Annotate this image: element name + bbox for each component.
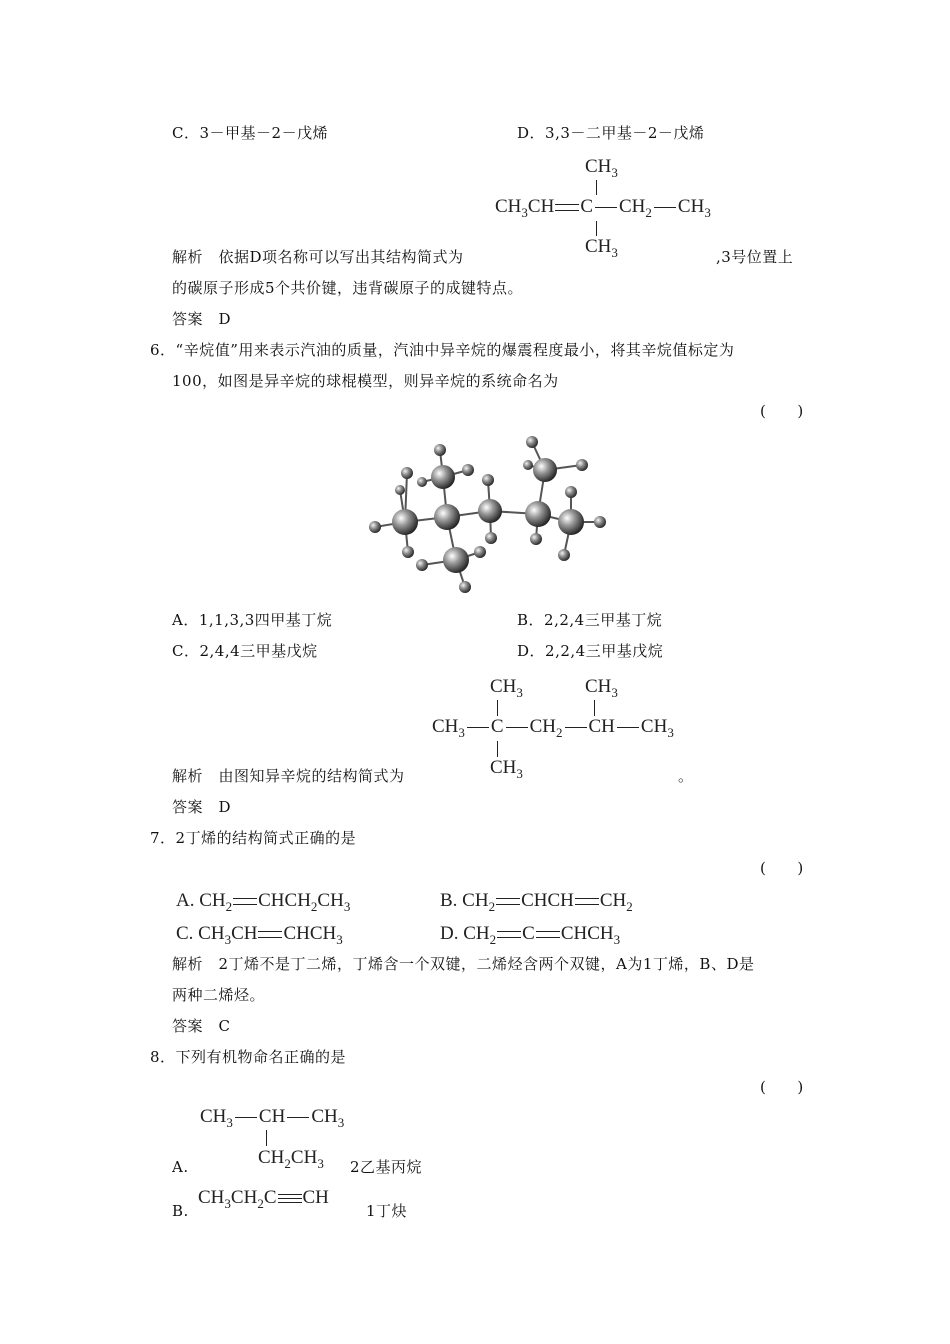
q8-stem: 8．下列有机物命名正确的是 [150, 1048, 347, 1066]
q8-option-b-formula: $CH_3CH_2C$ CH [198, 1187, 329, 1211]
q6-answer-paren: ( ) [760, 402, 804, 420]
q6-stem-line1: 6．“辛烷值”用来表示汽油的质量，汽油中异辛烷的爆震程度最小，将其辛烷值标定为 [150, 341, 735, 359]
q6-option-a: A．1,1,3,3四甲基丁烷 [172, 611, 333, 629]
q7-answer-paren: ( ) [760, 859, 804, 877]
q7-option-b: B. $CH_2$ CHCH $CH_2$ [440, 890, 633, 914]
q8-option-a-name: 2乙基丙烷 [350, 1158, 423, 1176]
q6-stem-line2: 100，如图是异辛烷的球棍模型，则异辛烷的系统命名为 [172, 372, 559, 390]
q8-option-a-label: A. [172, 1158, 189, 1176]
q8-option-b-name: 1丁炔 [366, 1202, 408, 1220]
q6-option-c: C．2,4,4三甲基戊烷 [172, 642, 318, 660]
q7-answer: 答案 C [172, 1017, 231, 1035]
q5-option-d: D．3,3－二甲基－2－戊烯 [517, 124, 705, 142]
q6-option-b: B．2,2,4三甲基丁烷 [517, 611, 663, 629]
q8-answer-paren: ( ) [760, 1078, 804, 1096]
q6-analysis-period: 。 [678, 767, 694, 785]
q5-analysis-line1: 解析 依据D项名称可以写出其结构简式为 [172, 248, 464, 266]
q7-analysis-line1: 解析 2丁烯不是丁二烯，丁烯含一个双键，二烯烃含两个双键，A为1丁烯，B、D是 [172, 955, 755, 973]
q6-option-d: D．2,2,4三甲基戊烷 [517, 642, 664, 660]
q5-analysis-line1-end: ,3号位置上 [716, 248, 794, 266]
q5-answer: 答案 D [172, 310, 232, 328]
q7-option-d: D. $CH_2$ C $CHCH_3$ [440, 923, 621, 947]
isooctane-ball-stick-model [360, 430, 620, 600]
q7-stem: 7．2丁烯的结构简式正确的是 [150, 829, 357, 847]
q7-analysis-line2: 两种二烯烃。 [172, 986, 266, 1004]
q7-option-a: A. $CH_2$ $CHCH_2CH_3$ [176, 890, 351, 914]
q7-option-c: C. $CH_3CH$ $CHCH_3$ [176, 923, 343, 947]
q6-answer: 答案 D [172, 798, 232, 816]
q6-analysis: 解析 由图知异辛烷的结构简式为 [172, 767, 405, 785]
q5-option-c: C．3－甲基－2－戊烯 [172, 124, 329, 142]
q5-analysis-line2: 的碳原子形成5个共价键，违背碳原子的成键特点。 [172, 279, 524, 297]
q8-option-b-label: B. [172, 1202, 189, 1220]
